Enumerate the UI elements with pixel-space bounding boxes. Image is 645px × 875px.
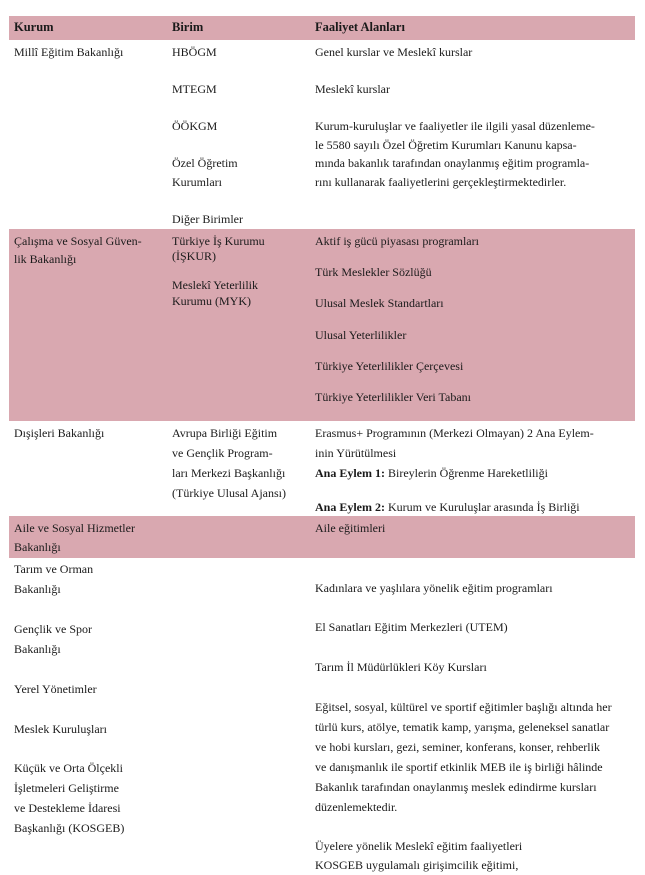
table-header <box>9 16 635 40</box>
cell-faaliyet: düzenlemektedir. <box>315 800 398 814</box>
cell-birim: Özel Öğretim <box>172 156 238 170</box>
cell-birim: Avrupa Birliği Eğitim <box>172 426 278 440</box>
cell-faaliyet: Bakanlık tarafından onaylanmış meslek edindirme kursları <box>315 780 597 794</box>
eylem2-text: Kurum ve Kuruluşlar arasında İş Birliği <box>385 500 580 514</box>
cell-kurum: Bakanlığı <box>14 642 61 656</box>
cell-kurum: İşletmeleri Geliştirme <box>14 781 119 795</box>
cell-faaliyet: ve hobi kursları, gezi, seminer, konferans, konser, rehberlik <box>315 740 600 754</box>
cell-faaliyet: El Sanatları Eğitim Merkezleri (UTEM) <box>315 620 508 634</box>
cell-faaliyet: Üyelere yönelik Meslekî eğitim faaliyetleri <box>315 839 523 853</box>
cell-faaliyet <box>315 463 548 483</box>
cell-kurum: Meslek Kuruluşları <box>14 722 107 736</box>
cell-faaliyet: Genel kurslar ve Meslekî kurslar <box>315 45 473 59</box>
cell-faaliyet: Ulusal Yeterlilikler <box>315 328 407 342</box>
cell-birim: (Türkiye Ulusal Ajansı) <box>172 486 286 500</box>
cell-faaliyet: Türk Meslekler Sözlüğü <box>315 265 432 279</box>
cell-faaliyet: Meslekî kurslar <box>315 82 390 96</box>
cell-kurum: Çalışma ve Sosyal Güven- <box>14 234 142 248</box>
cell-kurum: Yerel Yönetimler <box>14 682 97 696</box>
cell-faaliyet: Türkiye Yeterlilikler Çerçevesi <box>315 359 464 373</box>
eylem2-label: Ana Eylem 2: <box>315 500 385 514</box>
cell-faaliyet: Tarım İl Müdürlükleri Köy Kursları <box>315 660 487 674</box>
eylem1-text: Bireylerin Öğrenme Hareketliliği <box>385 466 548 480</box>
cell-birim: HBÖGM <box>172 45 217 59</box>
cell-birim: ları Merkezi Başkanlığı <box>172 466 286 480</box>
table-row <box>9 229 635 421</box>
table-row <box>9 40 635 229</box>
cell-faaliyet: Eğitsel, sosyal, kültürel ve sportif eğitimler başlığı altında her <box>315 700 612 714</box>
cell-kurum: Aile ve Sosyal Hizmetler <box>14 521 135 535</box>
header-faaliyet: Faaliyet Alanları <box>315 20 405 34</box>
cell-birim: Meslekî Yeterlilik <box>172 278 258 292</box>
cell-faaliyet: rını kullanarak faaliyetlerini gerçekleştirmektedirler. <box>315 175 567 189</box>
cell-faaliyet <box>315 497 580 517</box>
cell-faaliyet: türlü kurs, atölye, tematik kamp, yarışma, geleneksel sanatlar <box>315 720 610 734</box>
table-row <box>9 421 635 516</box>
cell-kurum: Tarım ve Orman <box>14 562 94 576</box>
cell-faaliyet: Türkiye Yeterlilikler Veri Tabanı <box>315 390 472 404</box>
cell-faaliyet: Kurum-kuruluşlar ve faaliyetler ile ilgili yasal düzenleme- <box>315 119 595 133</box>
cell-birim: MTEGM <box>172 82 217 96</box>
cell-kurum: Millî Eğitim Bakanlığı <box>14 45 124 59</box>
cell-faaliyet: Kadınlara ve yaşlılara yönelik eğitim programları <box>315 581 553 595</box>
cell-kurum: Küçük ve Orta Ölçekli <box>14 761 123 775</box>
cell-faaliyet: mında bakanlık tarafından onaylanmış eğitim programla- <box>315 156 590 170</box>
cell-kurum: Dışişleri Bakanlığı <box>14 426 105 440</box>
cell-kurum: Başkanlığı (KOSGEB) <box>14 821 125 835</box>
table-row <box>9 516 635 558</box>
cell-kurum: Bakanlığı <box>14 540 61 554</box>
cell-faaliyet: ve danışmanlık ile sportif etkinlik MEB ile iş birliği hâlinde <box>315 760 603 774</box>
cell-faaliyet: inin Yürütülmesi <box>315 446 397 460</box>
cell-kurum: ve Destekleme İdaresi <box>14 801 121 815</box>
header-birim: Birim <box>172 20 204 34</box>
cell-birim: (İŞKUR) <box>172 249 216 263</box>
cell-birim: Kurumları <box>172 175 222 189</box>
cell-birim: Türkiye İş Kurumu <box>172 234 265 248</box>
table-row <box>9 558 635 872</box>
cell-faaliyet: le 5580 sayılı Özel Öğretim Kurumları Kanunu kapsa- <box>315 138 577 152</box>
cell-birim: ve Gençlik Program- <box>172 446 273 460</box>
cell-faaliyet: Erasmus+ Programının (Merkezi Olmayan) 2 Ana Eylem- <box>315 426 594 440</box>
cell-birim: Diğer Birimler <box>172 212 243 226</box>
header-kurum: Kurum <box>14 20 54 34</box>
cell-kurum: Bakanlığı <box>14 582 61 596</box>
cell-birim: ÖÖKGM <box>172 119 218 133</box>
cell-kurum: Gençlik ve Spor <box>14 622 92 636</box>
cell-faaliyet: Aile eğitimleri <box>315 521 386 535</box>
eylem1-label: Ana Eylem 1: <box>315 466 385 480</box>
cell-faaliyet: KOSGEB uygulamalı girişimcilik eğitimi, <box>315 858 519 872</box>
cell-faaliyet: Aktif iş gücü piyasası programları <box>315 234 479 248</box>
cell-kurum: lik Bakanlığı <box>14 252 77 266</box>
cell-faaliyet: Ulusal Meslek Standartları <box>315 296 444 310</box>
cell-birim: Kurumu (MYK) <box>172 294 251 308</box>
